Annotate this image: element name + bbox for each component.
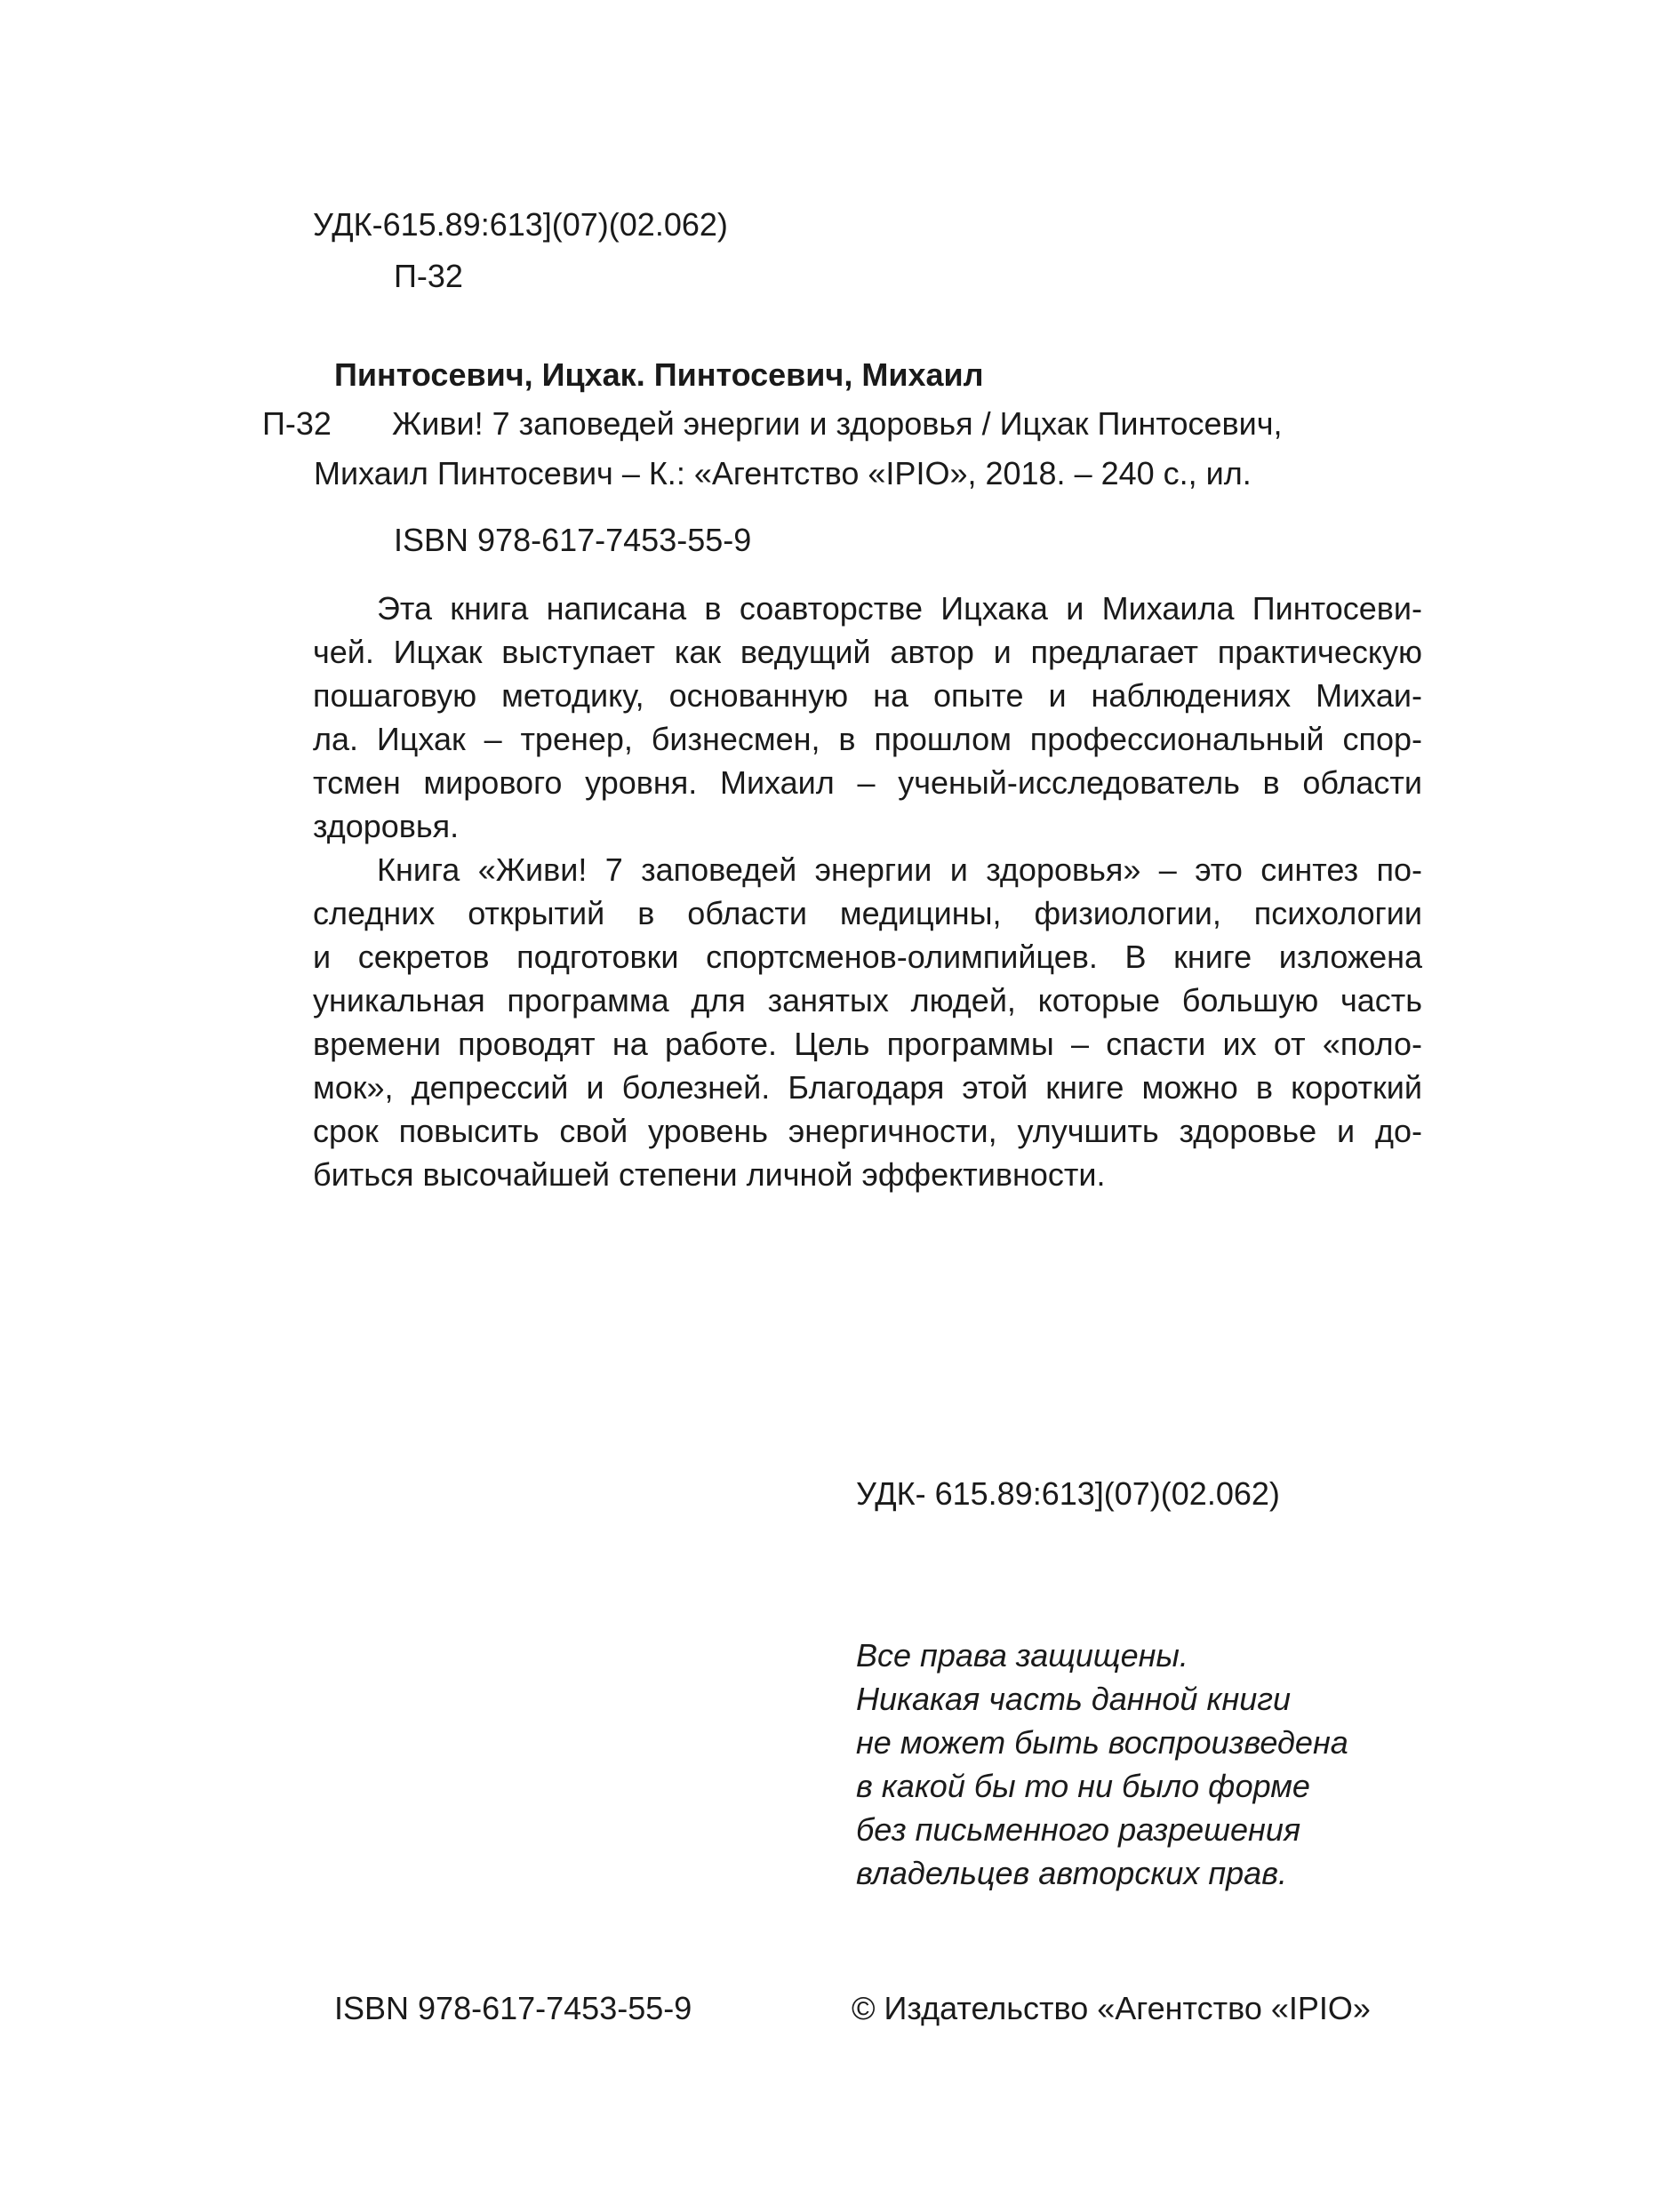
annotation-line: срок повысить свой уровень энергичности, улучшить здоровье и до- <box>313 1113 1422 1149</box>
bbk-code: П-32 <box>394 258 463 294</box>
rights-line: Все права защищены. <box>856 1637 1188 1674</box>
bib-line-1: Живи! 7 заповедей энергии и здоровья / Ицхак Пинтосевич, <box>392 405 1283 442</box>
annotation <box>313 587 1422 1196</box>
annotation-line: тсмен мирового уровня. Михаил – ученый-исследователь в области <box>313 764 1422 801</box>
annotation-line: времени проводят на работе. Цель программы – спасти их от «поло- <box>313 1026 1422 1062</box>
rights-line: владельцев авторских прав. <box>856 1855 1287 1891</box>
rights-line: не может быть воспроизведена <box>856 1724 1348 1761</box>
annotation-line: здоровья. <box>313 808 460 844</box>
rights-line: в какой бы то ни было форме <box>856 1768 1310 1804</box>
udk-bottom: УДК- 615.89:613](07)(02.062) <box>856 1475 1280 1512</box>
annotation-line: мок», депрессий и болезней. Благодаря этой книге можно в короткий <box>313 1069 1422 1106</box>
annotation-line: чей. Ицхак выступает как ведущий автор и предлагает практическую <box>313 634 1422 670</box>
annotation-line: ла. Ицхак – тренер, бизнесмен, в прошлом профессиональный спор- <box>313 721 1422 757</box>
rights-line: Никакая часть данной книги <box>856 1681 1292 1717</box>
isbn-bottom: ISBN 978-617-7453-55-9 <box>334 1990 692 2026</box>
annotation-line: пошаговую методику, основанную на опыте и наблюдениях Михаи- <box>313 677 1422 714</box>
rights-notice <box>856 1634 1348 1895</box>
annotation-line: следних открытий в области медицины, физиологии, психологии <box>313 895 1422 931</box>
annotation-line: и секретов подготовки спортсменов-олимпийцев. В книге изложена <box>313 939 1422 975</box>
udk-top: УДК-615.89:613](07)(02.062) <box>313 206 728 243</box>
copyright: © Издательство «Агентство «IPIO» <box>852 1990 1371 2026</box>
annotation-line: уникальная программа для занятых людей, которые большую часть <box>313 982 1422 1019</box>
authors-heading: Пинтосевич, Ицхак. Пинтосевич, Михаил <box>334 356 984 393</box>
annotation-line: биться высочайшей степени личной эффективности. <box>313 1156 1106 1193</box>
rights-line: без письменного разрешения <box>856 1811 1301 1848</box>
annotation-line: Эта книга написана в соавторстве Ицхака и Михаила Пинтосеви- <box>377 590 1422 627</box>
annotation-line: Книга «Живи! 7 заповедей энергии и здоровья» – это синтез по- <box>377 851 1422 888</box>
bib-line-2: Михаил Пинтосевич – К.: «Агентство «IPIO», 2018. – 240 с., ил. <box>314 455 1252 491</box>
isbn-top: ISBN 978-617-7453-55-9 <box>394 522 752 558</box>
catalog-code: П-32 <box>262 405 332 442</box>
